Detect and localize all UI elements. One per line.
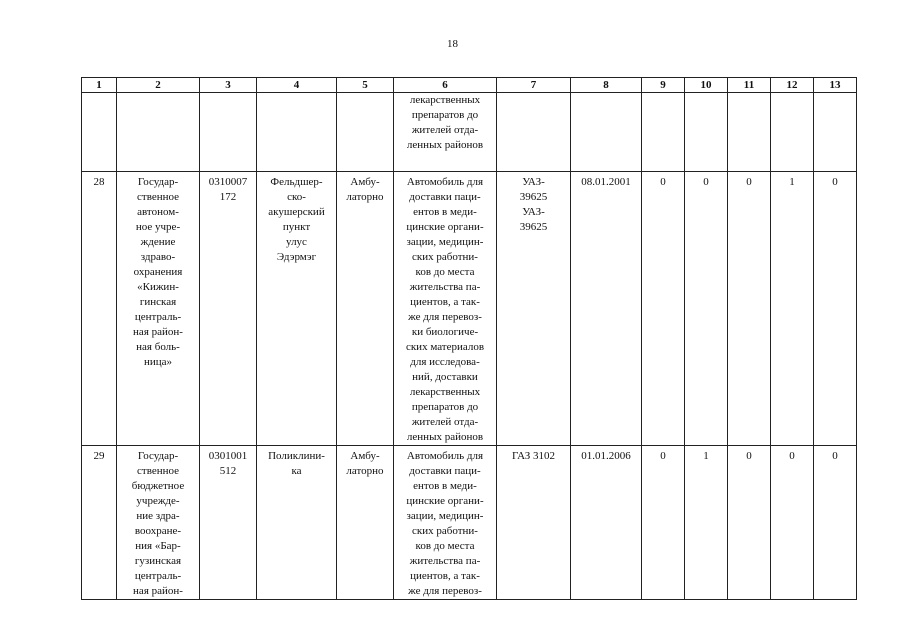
table-cell: Государ- ственное бюджетное учрежде- ние здра- воохране- ния «Бар- гузинская централь- ная район- — [117, 446, 200, 600]
column-header: 1 — [82, 78, 117, 93]
table-cell: 08.01.2001 — [571, 172, 642, 446]
table-row — [82, 446, 857, 600]
column-header: 10 — [685, 78, 728, 93]
table-row — [82, 93, 857, 172]
table-cell — [642, 93, 685, 172]
table-cell: 1 — [685, 446, 728, 600]
table-cell — [571, 93, 642, 172]
table-cell: Амбу- латорно — [337, 172, 394, 446]
table-cell — [82, 93, 117, 172]
table-cell: 1 — [771, 172, 814, 446]
column-header: 12 — [771, 78, 814, 93]
table-cell — [814, 93, 857, 172]
table-cell: 0301001 512 — [200, 446, 257, 600]
table-cell: 0 — [642, 172, 685, 446]
table-cell — [337, 93, 394, 172]
table-cell: Автомобиль для доставки паци- ентов в меди- цинские органи- зации, медицин- ских работни- ков до места жительства па- циентов, а так- же для перевоз- — [394, 446, 497, 600]
column-header: 7 — [497, 78, 571, 93]
page-number: 18 — [447, 38, 458, 50]
table-cell — [200, 93, 257, 172]
column-header: 13 — [814, 78, 857, 93]
table-cell: 0 — [771, 446, 814, 600]
table-cell: 29 — [82, 446, 117, 600]
table-cell: 0 — [728, 172, 771, 446]
table-cell: Государ- ственное автоном- ное учре- ждение здраво- охранения «Кижин- гинская централь- ная район- ная боль- ница» — [117, 172, 200, 446]
table-cell: 0 — [814, 446, 857, 600]
table-cell: Автомобиль для доставки паци- ентов в меди- цинские органи- зации, медицин- ских работни- ков до места жительства па- циентов, а так- же для перевоз- ки биологиче- ских материалов для исследова- ний, доставки лекарственных препаратов до жителей отда- ленных районов — [394, 172, 497, 446]
table-cell: 0310007 172 — [200, 172, 257, 446]
table-cell: 0 — [685, 172, 728, 446]
table-cell: лекарственных препаратов до жителей отда- ленных районов — [394, 93, 497, 172]
table-row — [82, 172, 857, 446]
vehicle-table — [81, 77, 857, 600]
table-cell: ГАЗ 3102 — [497, 446, 571, 600]
table-cell: 0 — [642, 446, 685, 600]
table-cell: 28 — [82, 172, 117, 446]
column-header: 4 — [257, 78, 337, 93]
table-cell: УАЗ- 39625 УАЗ- 39625 — [497, 172, 571, 446]
table-cell — [771, 93, 814, 172]
column-header: 8 — [571, 78, 642, 93]
column-header: 5 — [337, 78, 394, 93]
column-header: 11 — [728, 78, 771, 93]
table-cell — [685, 93, 728, 172]
table-cell: Поликлини- ка — [257, 446, 337, 600]
header-row — [82, 78, 857, 93]
table-cell — [257, 93, 337, 172]
column-header: 2 — [117, 78, 200, 93]
table-cell — [497, 93, 571, 172]
table-cell — [728, 93, 771, 172]
column-header: 6 — [394, 78, 497, 93]
column-header: 3 — [200, 78, 257, 93]
column-header: 9 — [642, 78, 685, 93]
table-cell: 01.01.2006 — [571, 446, 642, 600]
table-cell: Фельдшер- ско- акушерский пункт улус Эдэрмэг — [257, 172, 337, 446]
table-cell: 0 — [728, 446, 771, 600]
table-cell: Амбу- латорно — [337, 446, 394, 600]
table-cell: 0 — [814, 172, 857, 446]
table-cell — [117, 93, 200, 172]
